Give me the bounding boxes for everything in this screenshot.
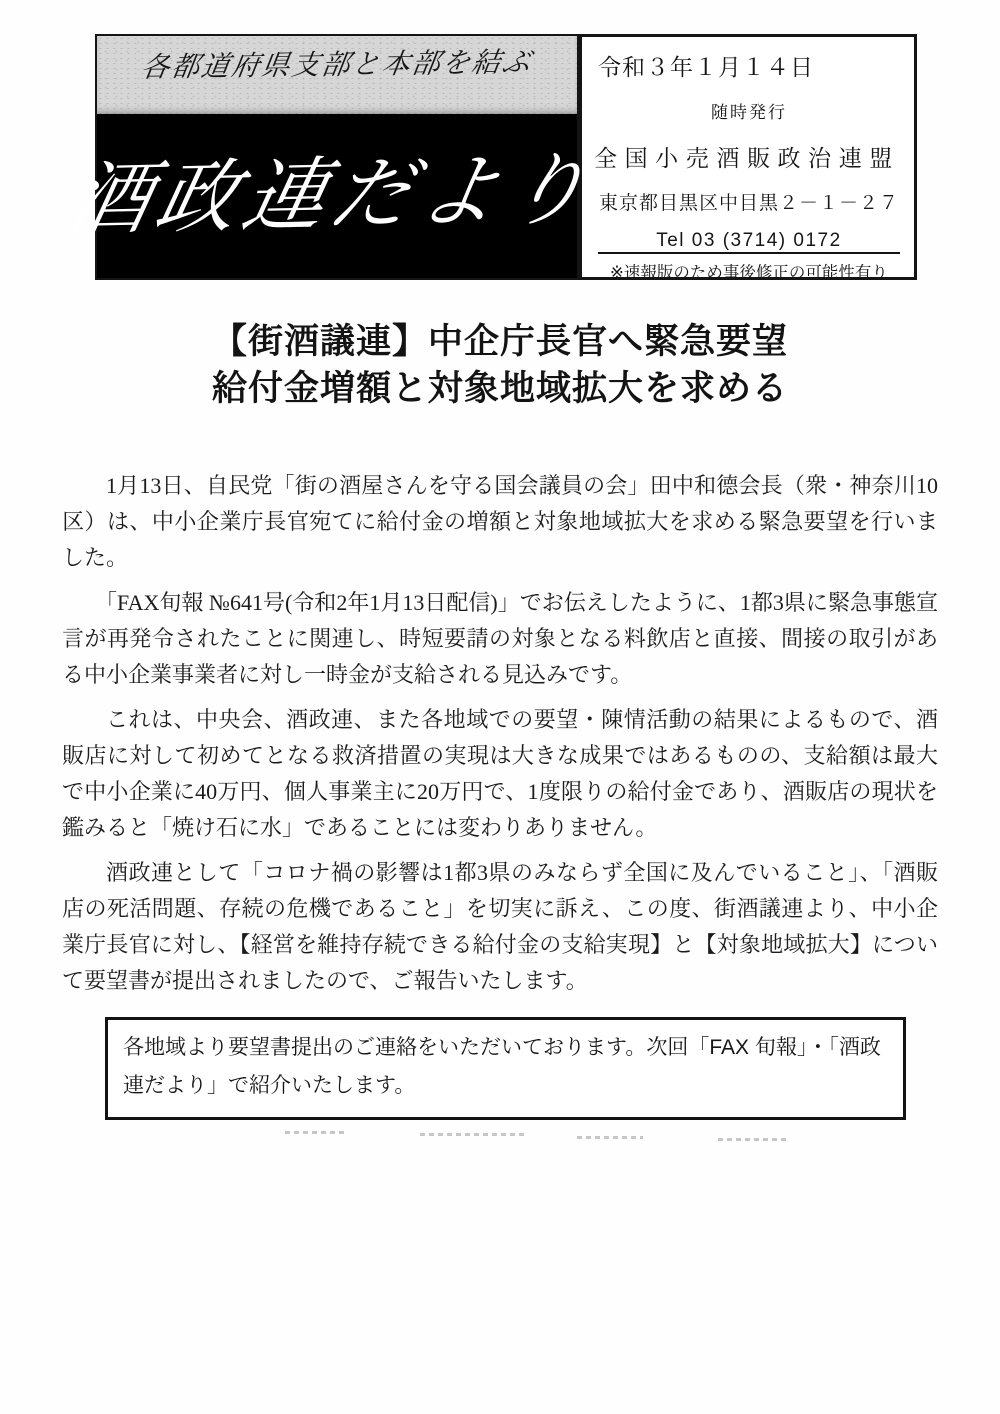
notice-text: 各地域より要望書提出のご連絡をいただいております。次回「FAX 旬報」・「酒政連だより」で紹介いたします。 [123,1036,881,1097]
headline [0,318,1000,412]
paragraph-1: 1月13日、自民党「街の酒屋さんを守る国会議員の会」田中和德会長（衆・神奈川10区）は、中小企業庁長官宛てに給付金の増額と対象地域拡大を求める緊急要望を行いました。 [62,473,938,570]
newsletter-title-band [60,114,604,278]
scan-artifact-streak [718,1138,786,1141]
issue-date: 令和３年１月１４日 [598,54,814,80]
headline-line-1: 【街酒議連】中企庁長官へ緊急要望 [211,322,788,361]
paragraph-4: 酒政連として「コロナ禍の影響は1都3県のみならず全国に及んでいること」、「酒販店の死活問題、存続の危機であること」を切実に訴え、この度、街酒議連より、中小企業庁長官に対し、【経営を維持存続できる給付金の支給実現】と【対象地域拡大】について要望書が提出されましたので、ご報告いたします。 [62,860,938,993]
paragraph-2: 「FAX旬報 №641号(令和2年1月13日配信)」でお伝えしたように、1都3県に緊急事態宣言が再発令されたことに関連し、時短要請の対象となる料飲店と直接、間接の取引がある中小企業事業者に対し一時金が支給される見込みです。 [62,590,938,687]
masthead-title-box [60,34,604,280]
issue-info-box [579,34,917,280]
publication-frequency: 随時発行 [710,103,787,122]
organization-phone: Tel 03 (3714) 0172 [656,230,842,251]
masthead [60,34,907,282]
scan-artifact-streak [577,1136,643,1139]
disclaimer-note: ※速報版のため事後修正の可能性有り [598,252,900,290]
masthead-tagline: 各都道府県支部と本部を結ぶ [138,47,535,84]
notice-box [105,1017,906,1120]
article-body [62,468,938,1008]
tagline-band [97,36,577,114]
scan-artifact-streak [285,1131,347,1134]
paragraph-3: これは、中央会、酒政連、また各地域での要望・陳情活動の結果によるもので、酒販店に対して初めてとなる救済措置の実現は大きな成果ではあるものの、支給額は最大で中小企業に40万円、個人事業主に20万円で、1度限りの給付金であり、酒販店の現状を鑑みると「焼け石に水」であることには変わりありません。 [62,707,938,840]
headline-line-2: 給付金増額と対象地域拡大を求める [211,369,788,408]
newsletter-title: 酒政連だより [60,146,604,246]
organization-name: 全国小売酒販政治連盟 [594,145,900,171]
organization-address: 東京都目黒区中目黒２－１－２７ [598,193,899,214]
scan-artifact-streak [420,1133,525,1136]
